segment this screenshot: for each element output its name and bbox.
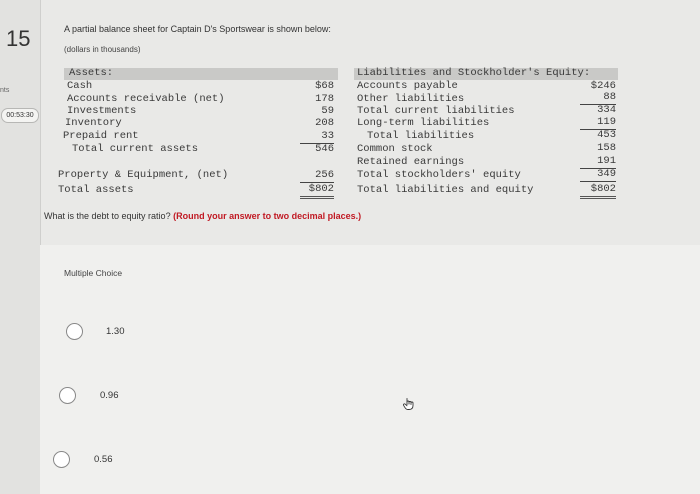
option-2-label[interactable]: 0.96 <box>100 390 119 401</box>
equity-value-retained: 191 <box>580 155 616 169</box>
liab-label-payable: Accounts payable <box>357 80 458 92</box>
asset-label-property: Property & Equipment, (net) <box>58 169 229 181</box>
asset-label-investments: Investments <box>67 105 137 117</box>
rounding-instruction: (Round your answer to two decimal places.) <box>173 211 362 221</box>
liab-equity-label-total: Total liabilities and equity <box>357 184 534 196</box>
liab-value-long-term: 119 <box>580 116 616 130</box>
asset-value-total-current: 546 <box>315 143 334 155</box>
asset-value-total: $802 <box>300 183 334 199</box>
asset-label-cash: Cash <box>67 80 93 92</box>
option-1-radio[interactable] <box>66 323 83 340</box>
asset-value-property: 256 <box>300 169 334 183</box>
hand-pointer-icon <box>402 397 416 411</box>
equity-value-common: 158 <box>597 142 616 154</box>
asset-value-cash: $68 <box>315 80 334 92</box>
points-label: nts <box>0 87 10 94</box>
liab-label-other: Other liabilities <box>357 93 465 105</box>
liab-value-payable: $246 <box>590 80 616 92</box>
liab-value-total-current: 334 <box>597 104 616 116</box>
question-sidebar <box>0 0 41 494</box>
multiple-choice-title: Multiple Choice <box>64 268 123 278</box>
asset-label-total-current: Total current assets <box>72 143 199 155</box>
option-3-radio[interactable] <box>53 451 70 468</box>
asset-label-inventory: Inventory <box>65 117 122 129</box>
option-3-label[interactable]: 0.56 <box>94 454 113 465</box>
question-prompt: A partial balance sheet for Captain D's Sportswear is shown below: <box>64 24 331 34</box>
liabilities-header: Liabilities and Stockholder's Equity: <box>357 67 591 79</box>
asset-value-prepaid: 33 <box>300 130 334 144</box>
liab-label-long-term: Long-term liabilities <box>357 117 490 129</box>
question-ask: What is the debt to equity ratio? <box>44 211 171 221</box>
multiple-choice-panel <box>40 245 700 494</box>
asset-label-prepaid: Prepaid rent <box>63 130 139 142</box>
liab-value-total: 453 <box>597 129 616 141</box>
liab-label-total-current: Total current liabilities <box>357 105 515 117</box>
equity-label-retained: Retained earnings <box>357 156 465 168</box>
equity-label-total: Total stockholders' equity <box>357 169 521 181</box>
asset-value-investments: 59 <box>321 105 334 117</box>
equity-label-common: Common stock <box>357 143 433 155</box>
question-text <box>44 211 361 221</box>
assets-header: Assets: <box>69 67 114 79</box>
asset-label-receivable: Accounts receivable (net) <box>67 93 225 105</box>
asset-value-receivable: 178 <box>315 93 334 105</box>
asset-value-inventory: 208 <box>315 117 334 129</box>
option-1-label[interactable]: 1.30 <box>106 326 125 337</box>
option-2-radio[interactable] <box>59 387 76 404</box>
question-number: 15 <box>6 26 31 51</box>
asset-label-total: Total assets <box>58 184 134 196</box>
units-note: (dollars in thousands) <box>64 45 141 54</box>
timer-badge: 00:53:30 <box>1 108 39 123</box>
liab-equity-value-total: $802 <box>580 183 616 199</box>
liab-label-total: Total liabilities <box>367 130 475 142</box>
equity-value-total: 349 <box>580 168 616 182</box>
liab-value-other: 88 <box>580 91 616 105</box>
